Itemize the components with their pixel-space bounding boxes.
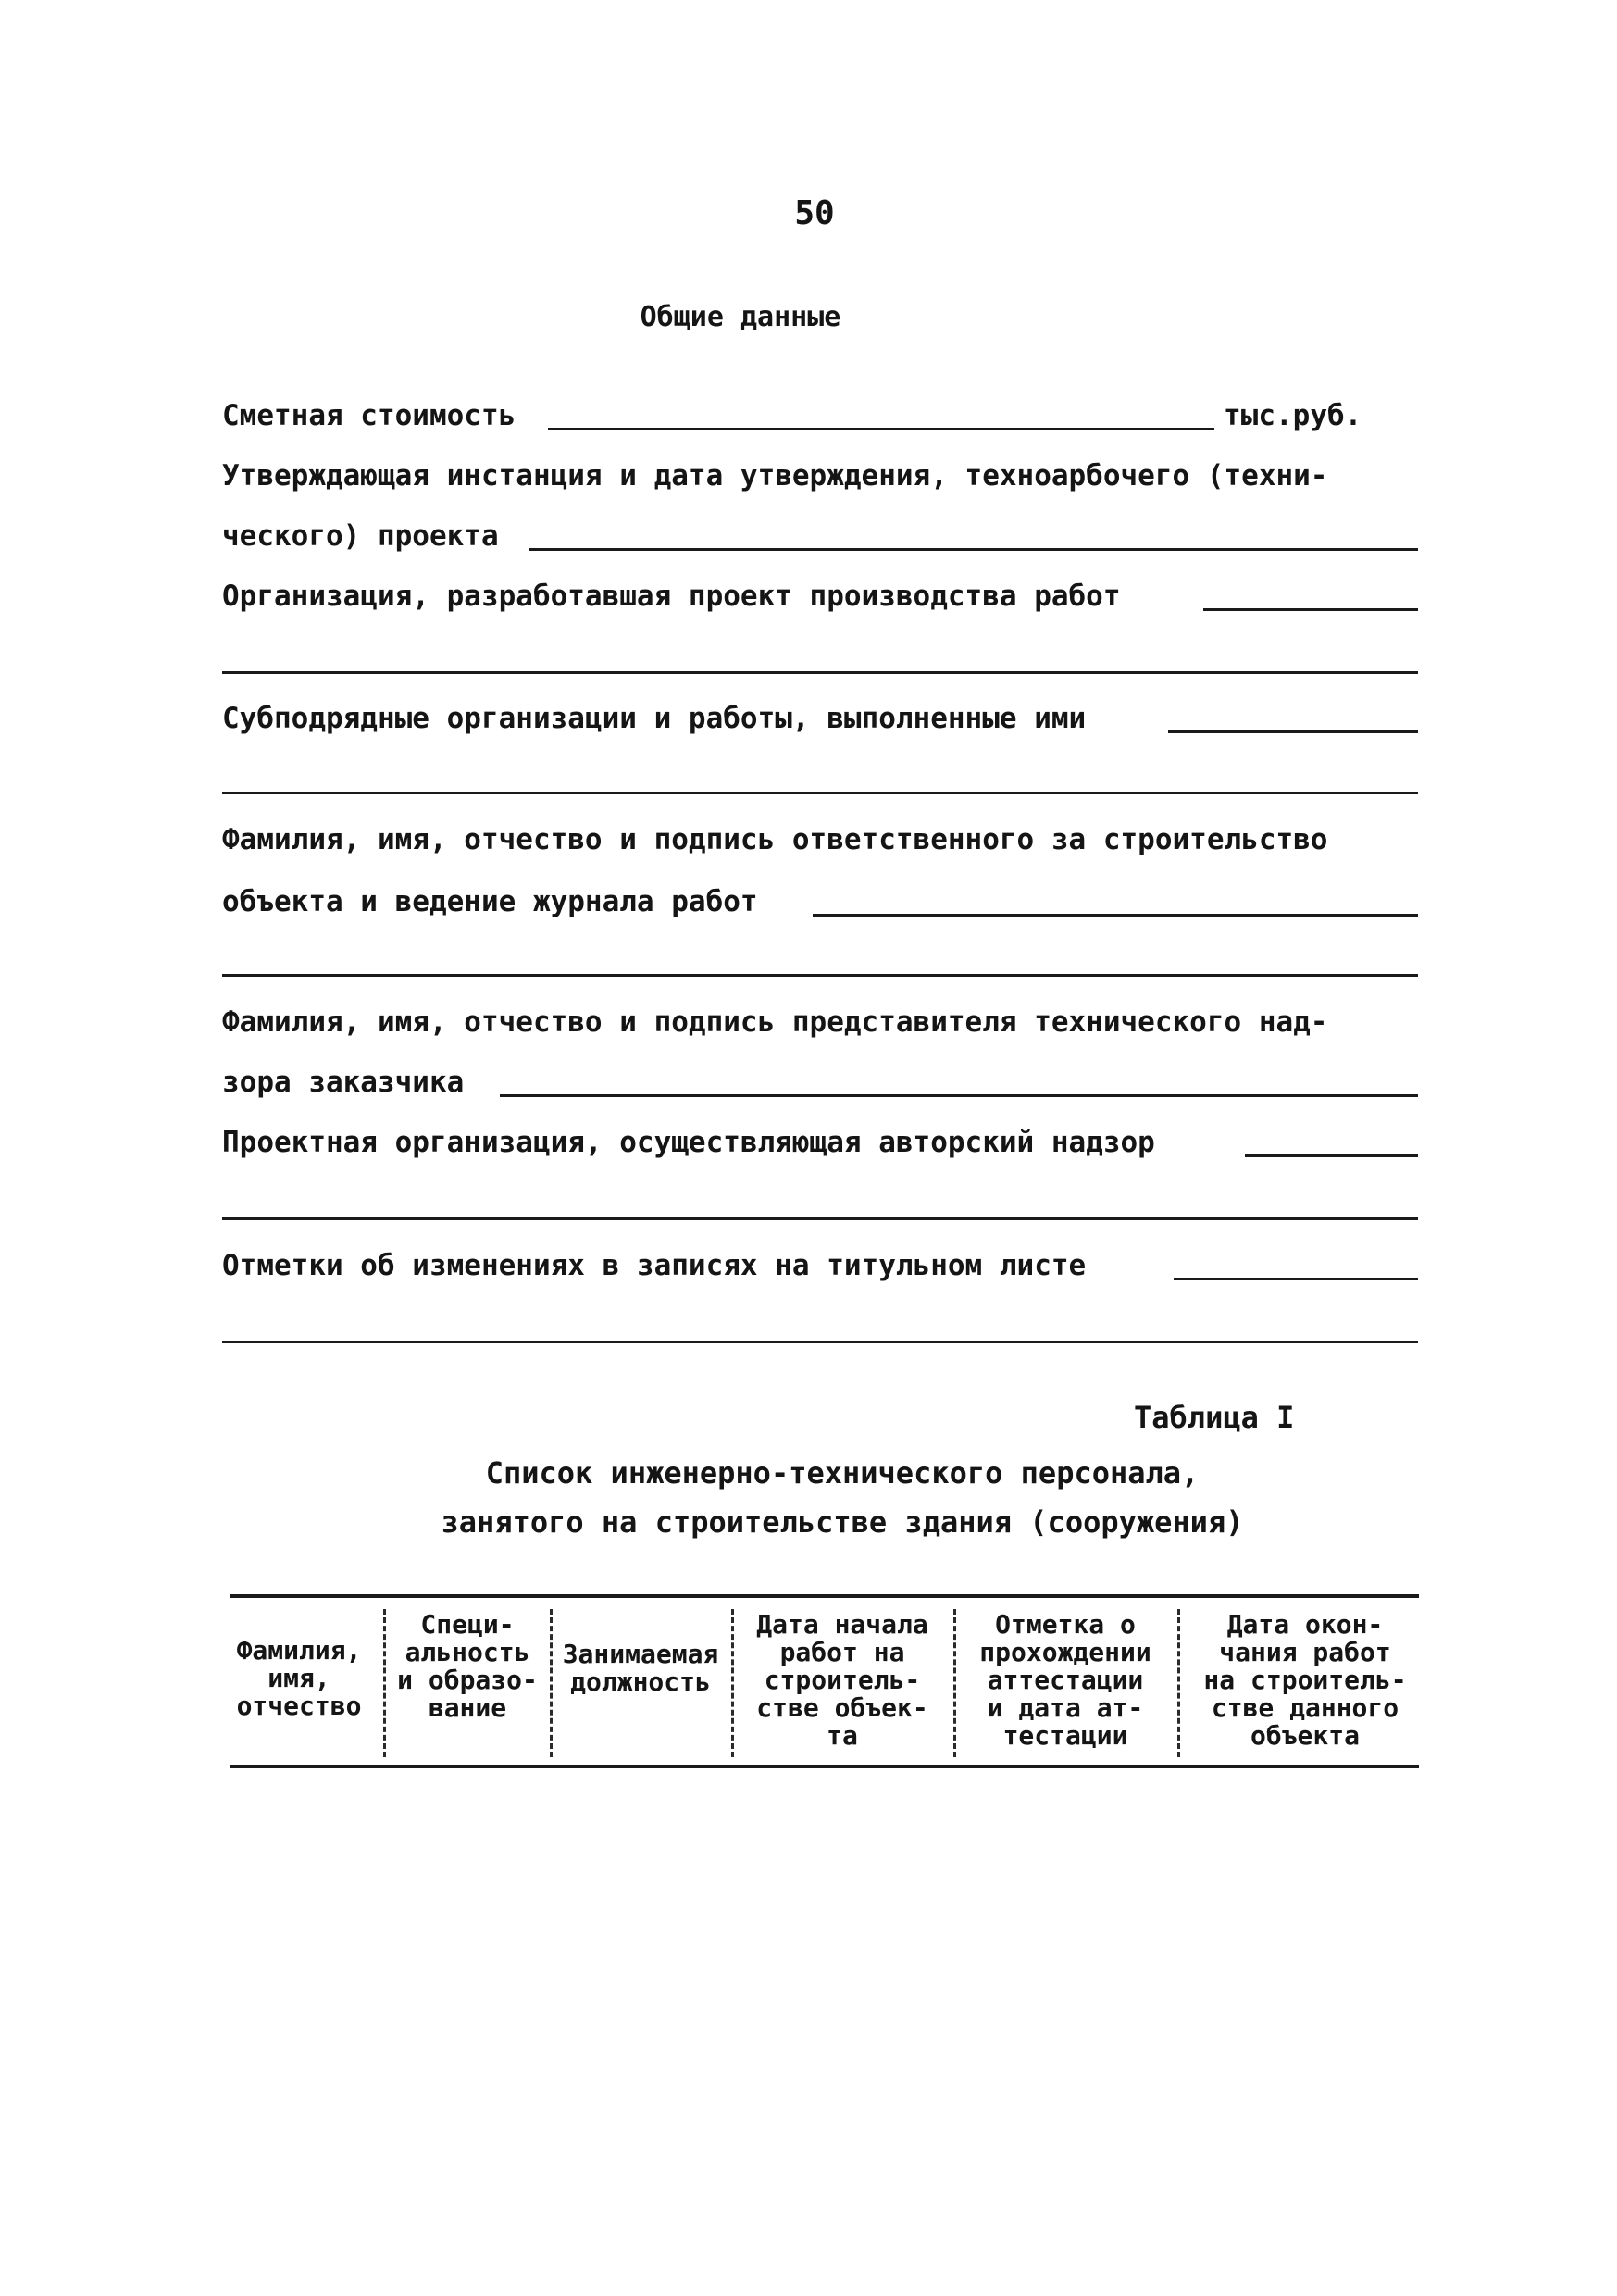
- table-header-specialty: Специ- альность и образо- вание: [397, 1609, 538, 1723]
- table-column-divider: [953, 1609, 956, 1757]
- changes-label: Отметки об изменениях в записях на титульном листе: [222, 1249, 1087, 1282]
- table-top-rule: [230, 1594, 1419, 1598]
- approval-label-line1: Утверждающая инстанция и дата утверждения, техноарбочего (техни-: [222, 459, 1328, 493]
- organization-label: Организация, разработавшая проект производства работ: [222, 580, 1121, 613]
- estimated-cost-field[interactable]: [548, 428, 1214, 430]
- approval-field[interactable]: [529, 548, 1418, 551]
- supervision-field[interactable]: [500, 1094, 1418, 1097]
- responsible-field[interactable]: [813, 914, 1418, 917]
- organization-field-line2[interactable]: [222, 671, 1418, 674]
- subcontractors-field[interactable]: [1168, 730, 1418, 733]
- page-number: 50: [794, 194, 835, 232]
- supervision-label-line2: зора заказчика: [222, 1066, 465, 1099]
- changes-field[interactable]: [1174, 1278, 1418, 1280]
- table-header-start-date: Дата начала работ на строитель- стве объек- та: [756, 1609, 928, 1751]
- table-column-divider: [731, 1609, 734, 1757]
- design-org-label: Проектная организация, осуществляющая авторский надзор: [222, 1126, 1155, 1159]
- subcontractors-field-line2[interactable]: [222, 792, 1418, 794]
- approval-label-line2: ческого) проекта: [222, 519, 499, 553]
- table-header-position: Занимаемая должность: [562, 1639, 719, 1697]
- subcontractors-label: Субподрядные организации и работы, выполненные ими: [222, 702, 1087, 735]
- table-header-name: Фамилия, имя, отчество: [236, 1635, 362, 1721]
- table-header-end-date: Дата окон- чания работ на строитель- стве данного объекта: [1203, 1609, 1407, 1751]
- table-column-divider: [1177, 1609, 1180, 1757]
- estimated-cost-unit: тыс.руб.: [1224, 399, 1362, 432]
- organization-field[interactable]: [1203, 608, 1418, 611]
- table-title-line1: Список инженерно-технического персонала,: [485, 1455, 1200, 1491]
- table-column-divider: [383, 1609, 386, 1757]
- table-title-line2: занятого на строительстве здания (сооружения): [441, 1504, 1244, 1540]
- supervision-label-line1: Фамилия, имя, отчество и подпись представителя технического над-: [222, 1005, 1328, 1039]
- responsible-label-line1: Фамилия, имя, отчество и подпись ответственного за строительство: [222, 823, 1328, 856]
- table-header-bottom-rule: [230, 1765, 1419, 1768]
- table-header-attestation: Отметка о прохождении аттестации и дата ат- тестации: [979, 1609, 1151, 1751]
- table-caption: Таблица I: [1134, 1400, 1295, 1435]
- changes-field-line2[interactable]: [222, 1341, 1418, 1343]
- section-title: Общие данные: [640, 301, 841, 333]
- estimated-cost-label: Сметная стоимость: [222, 399, 516, 432]
- responsible-field-line2[interactable]: [222, 974, 1418, 977]
- design-org-field[interactable]: [1245, 1154, 1418, 1157]
- responsible-label-line2: объекта и ведение журнала работ: [222, 885, 758, 918]
- table-column-divider: [550, 1609, 553, 1757]
- design-org-field-line2[interactable]: [222, 1217, 1418, 1220]
